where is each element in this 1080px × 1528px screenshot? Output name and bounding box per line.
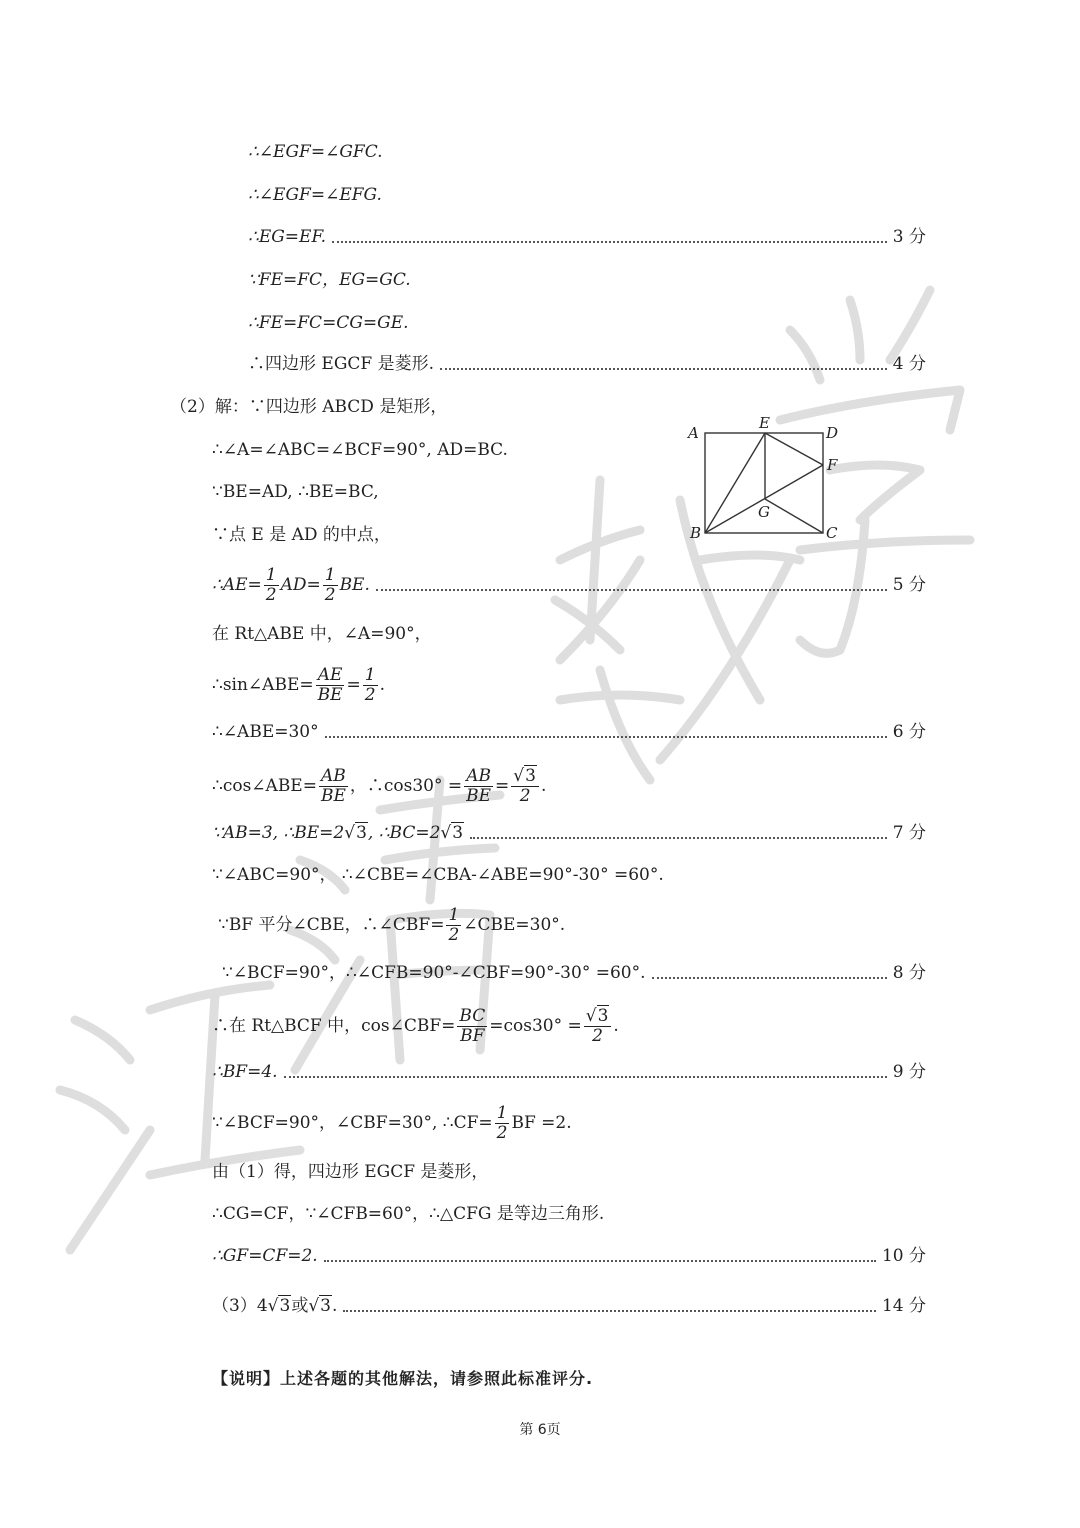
score-10: 10 分 [881, 1246, 926, 1266]
proof-line-15-text-c: = [495, 776, 510, 796]
proof-line-19-text: ∵∠BCF=90°，∴∠CFB=90°-∠CBF=90°-30° =60°. [222, 963, 646, 983]
proof-line-22-text-b: BF =2. [511, 1113, 572, 1133]
proof-line-16-text-a: ∵AB=3, ∴BE=2 [212, 823, 345, 843]
proof-line-2: ∴∠EGF=∠EFG. [248, 185, 382, 205]
score-3: 3 分 [892, 227, 926, 247]
proof-line-15-text-b: ，∴cos30° = [349, 776, 463, 796]
root-3: √3 [440, 823, 464, 843]
root-3: √3 [344, 823, 367, 843]
fraction-ae-be: $\frac{AE}{BE}$ [317, 664, 343, 705]
score-6: 6 分 [892, 722, 926, 742]
dotted-leader [470, 837, 887, 839]
proof-line-11-text-c: BE. [339, 575, 370, 595]
score-7: 7 分 [892, 823, 926, 843]
proof-line-1: ∴∠EGF=∠GFC. [248, 142, 383, 162]
fraction-root3-over-2: $\frac{√3}{2}$ [584, 1007, 612, 1046]
proof-line-13-text-c: . [379, 675, 385, 695]
part2-heading: （2）解：∵四边形 ABCD 是矩形， [170, 397, 448, 417]
part3-text-c: . [331, 1296, 338, 1316]
dotted-leader [325, 736, 887, 738]
fraction-half: $\frac{1}{2}$ [448, 904, 460, 945]
part3-text-a: （3）4 [212, 1296, 268, 1316]
proof-line-6 [248, 353, 926, 375]
fraction-ab-be: $\frac{AB}{BE}$ [466, 765, 492, 806]
proof-line-20-text-a: ∴在 Rt△BCF 中，cos∠CBF= [212, 1016, 456, 1036]
proof-line-22 [212, 1100, 632, 1146]
grading-note: 【说明】上述各题的其他解法，请参照此标准评分. [212, 1369, 594, 1388]
proof-line-17: ∵∠ABC=90°， ∴∠CBE=∠CBA-∠ABE=90°-30° =60°. [212, 865, 664, 885]
page-number: 第 6页 [519, 1422, 561, 1438]
fraction-bc-bf: $\frac{BC}{BF}$ [459, 1005, 486, 1046]
proof-line-13-text-a: ∴sin∠ABE= [212, 675, 314, 695]
dotted-leader [376, 589, 887, 591]
proof-line-21 [212, 1061, 926, 1083]
proof-line-15-text-a: ∴cos∠ABE= [212, 776, 317, 796]
score-14: 14 分 [881, 1296, 926, 1316]
label-a: A [688, 424, 699, 442]
proof-line-4: ∵FE=FC，EG=GC. [248, 270, 411, 290]
proof-line-20-text-c: . [613, 1016, 619, 1036]
fraction-ab-be: $\frac{AB}{BE}$ [320, 765, 346, 806]
proof-line-19 [222, 962, 926, 984]
proof-line-6-text: ∴四边形 EGCF 是菱形. [248, 354, 435, 374]
segment-gc [765, 499, 823, 533]
dotted-leader [343, 1310, 876, 1312]
dotted-leader [332, 241, 887, 243]
proof-line-11-text-b: AD= [280, 575, 321, 595]
proof-line-18-text-b: ∠CBE=30°. [463, 915, 566, 935]
label-c: C [826, 524, 838, 542]
proof-line-22-text-a: ∵∠BCF=90°，∠CBF=30°, ∴CF= [212, 1113, 493, 1133]
label-g: G [758, 503, 770, 521]
label-e: E [759, 414, 770, 432]
proof-line-21-text: ∴BF=4. [212, 1062, 278, 1082]
proof-line-13 [212, 662, 512, 708]
fraction-half: $\frac{1}{2}$ [364, 664, 376, 705]
proof-line-20 [212, 1002, 692, 1050]
proof-line-3 [248, 226, 926, 248]
proof-line-9: ∵BE=AD, ∴BE=BC, [212, 482, 379, 502]
proof-line-23: 由（1）得，四边形 EGCF 是菱形， [212, 1162, 489, 1182]
proof-line-3-text: ∴EG=EF. [248, 227, 327, 247]
proof-line-24: ∴CG=CF，∵∠CFB=60°，∴△CFG 是等边三角形. [212, 1204, 605, 1224]
proof-line-13-text-b: = [346, 675, 361, 695]
fraction-root3-over-2: $\frac{√3}{2}$ [511, 767, 539, 806]
label-d: D [826, 424, 839, 442]
score-5: 5 分 [892, 575, 926, 595]
fraction-half: $\frac{1}{2}$ [324, 564, 336, 605]
segment-ef [765, 433, 823, 465]
label-f: F [827, 456, 838, 474]
root-3: √3 [308, 1296, 331, 1316]
segment-be [705, 433, 765, 533]
proof-line-10: ∵点 E 是 AD 的中点， [212, 525, 391, 545]
score-8: 8 分 [892, 963, 926, 983]
proof-line-11-text-a: ∴AE= [212, 575, 262, 595]
proof-line-15-text-d: . [540, 776, 547, 796]
proof-line-20-text-b: =cos30° = [489, 1016, 582, 1036]
part3-text-b: 或 [291, 1296, 309, 1316]
proof-line-11 [212, 562, 926, 608]
fraction-half: $\frac{1}{2}$ [496, 1102, 508, 1143]
label-b: B [690, 524, 702, 542]
score-9: 9 分 [892, 1062, 926, 1082]
part3-answer [212, 1295, 926, 1317]
proof-line-18-text-a: ∵BF 平分∠CBE，∴∠CBF= [218, 915, 445, 935]
proof-line-14-text: ∴∠ABE=30° [212, 722, 319, 742]
proof-line-18 [218, 902, 618, 948]
proof-line-16-text-b: , ∴BC=2 [367, 823, 441, 843]
proof-line-15 [212, 762, 672, 810]
proof-line-16 [212, 822, 926, 844]
proof-line-25 [212, 1245, 926, 1267]
proof-line-5: ∴FE=FC=CG=GE. [248, 313, 409, 333]
fraction-half: $\frac{1}{2}$ [265, 564, 277, 605]
dotted-leader [440, 368, 887, 370]
dotted-leader [284, 1076, 887, 1078]
proof-line-25-text: ∴GF=CF=2. [212, 1246, 318, 1266]
proof-line-12: 在 Rt△ABE 中，∠A=90°， [212, 624, 432, 644]
score-4: 4 分 [892, 354, 926, 374]
geometry-figure [680, 414, 850, 554]
dotted-leader [652, 977, 887, 979]
root-3: √3 [267, 1296, 291, 1316]
proof-line-8: ∴∠A=∠ABC=∠BCF=90°, AD=BC. [212, 440, 508, 460]
dotted-leader [324, 1260, 876, 1262]
proof-line-14 [212, 721, 926, 743]
